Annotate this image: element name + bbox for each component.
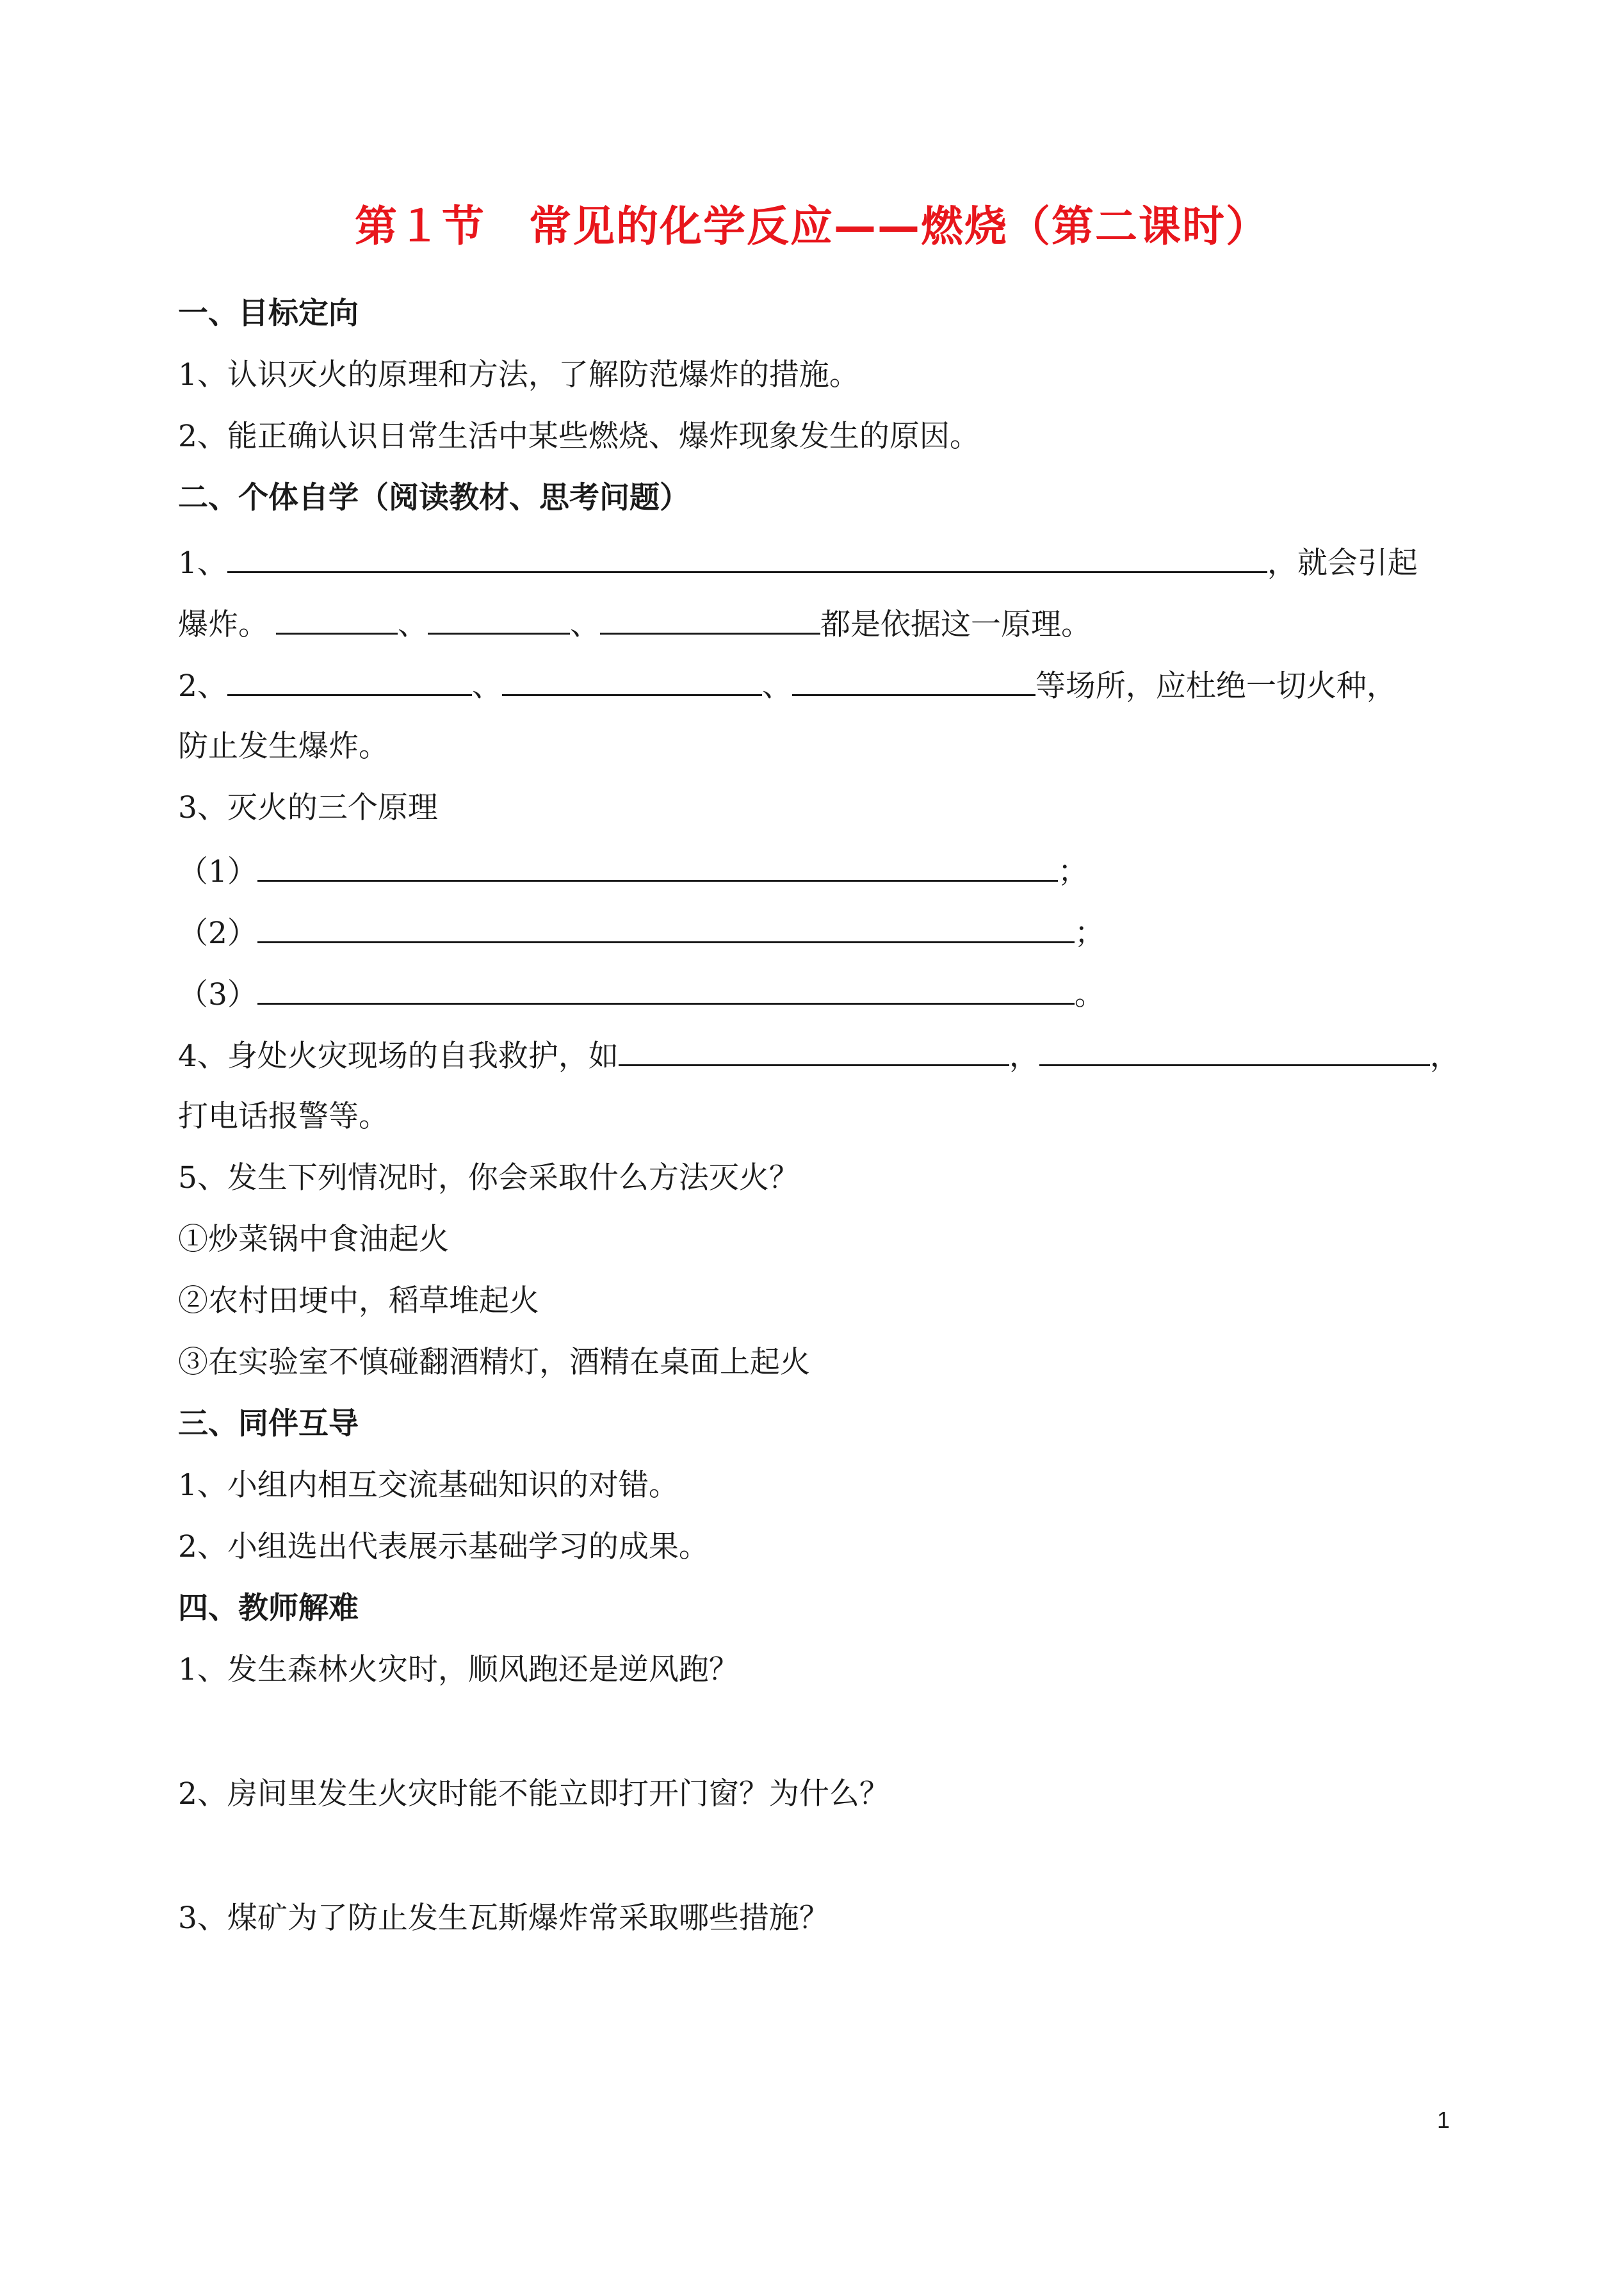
answer-blank[interactable] [428,604,570,635]
separator: 、 [471,669,502,704]
question-2-line-2: 防止发生爆炸。 [178,729,389,764]
answer-blank[interactable] [257,913,1075,943]
q2-suffix: 等场所，应杜绝一切火种， [1035,669,1397,704]
answer-blank[interactable] [227,543,1267,573]
section4-heading: 四、教师解难 [178,1591,359,1626]
question-1-line-1 [178,543,1418,583]
peer-item-1: 1、小组内相互交流基础知识的对错。 [178,1468,679,1503]
question-3: 3、灭火的三个原理 [178,790,438,825]
end-mark: ； [1057,854,1088,889]
question-2-line-1 [178,666,1397,706]
separator: 、 [570,607,600,642]
page-number: 1 [1437,2107,1450,2133]
end-mark: ； [1074,916,1105,951]
question-5: 5、发生下列情况时，你会采取什么方法灭火？ [178,1160,799,1196]
section3-heading: 三、同伴互导 [178,1406,359,1441]
answer-blank[interactable] [792,666,1035,696]
q1-suffix: ，就会引起 [1267,546,1418,581]
answer-blank[interactable] [276,604,398,635]
separator: ， [1429,1039,1460,1074]
scenario-item-3: ③在实验室不慎碰翻酒精灯，酒精在桌面上起火 [178,1345,810,1380]
end-mark: 。 [1074,977,1105,1012]
scenario-item-2: ②农村田埂中，稻草堆起火 [178,1283,539,1318]
answer-blank[interactable] [257,975,1075,1005]
principle-2-label: （2） [178,916,257,951]
teacher-question-2: 2、房间里发生火灾时能不能立即打开门窗？为什么？ [178,1776,889,1812]
section1-heading: 一、目标定向 [178,296,359,331]
objective-item-1: 1、认识灭火的原理和方法，了解防范爆炸的措施。 [178,357,859,393]
answer-blank[interactable] [600,604,820,635]
section2-heading: 二、个体自学（阅读教材、思考问题） [178,480,690,515]
separator: 、 [398,607,428,642]
answer-blank[interactable] [619,1036,1009,1066]
q2-prefix: 2、 [178,669,227,704]
q1-line2-end: 都是依据这一原理。 [820,607,1091,642]
question-4-line-1 [178,1036,1460,1076]
principle-3-label: （3） [178,977,257,1012]
principle-1-label: （1） [178,854,257,889]
objective-item-2: 2、能正确认识日常生活中某些燃烧、爆炸现象发生的原因。 [178,419,980,454]
answer-blank[interactable] [257,852,1058,882]
peer-item-2: 2、小组选出代表展示基础学习的成果。 [178,1529,709,1564]
page-title: 第１节 常见的化学反应——燃烧（第二课时） [355,202,1269,251]
q4-prefix: 4、身处火灾现场的自我救护，如 [178,1039,619,1074]
principle-3 [178,975,1105,1014]
principle-2 [178,913,1105,953]
q1-prefix: 1、 [178,546,227,581]
answer-blank[interactable] [1039,1036,1430,1066]
separator: ， [1009,1039,1039,1074]
scenario-item-1: ①炒菜锅中食油起火 [178,1222,449,1257]
separator: 、 [761,669,792,704]
answer-blank[interactable] [227,666,472,696]
teacher-question-1: 1、发生森林火灾时，顺风跑还是逆风跑？ [178,1652,739,1687]
principle-1 [178,852,1088,891]
teacher-question-3: 3、煤矿为了防止发生瓦斯爆炸常采取哪些措施？ [178,1901,829,1936]
question-4-line-2: 打电话报警等。 [178,1099,389,1134]
answer-blank[interactable] [502,666,762,696]
q1-line2-start: 爆炸。 [178,607,268,642]
question-1-line-2 [178,604,1091,644]
